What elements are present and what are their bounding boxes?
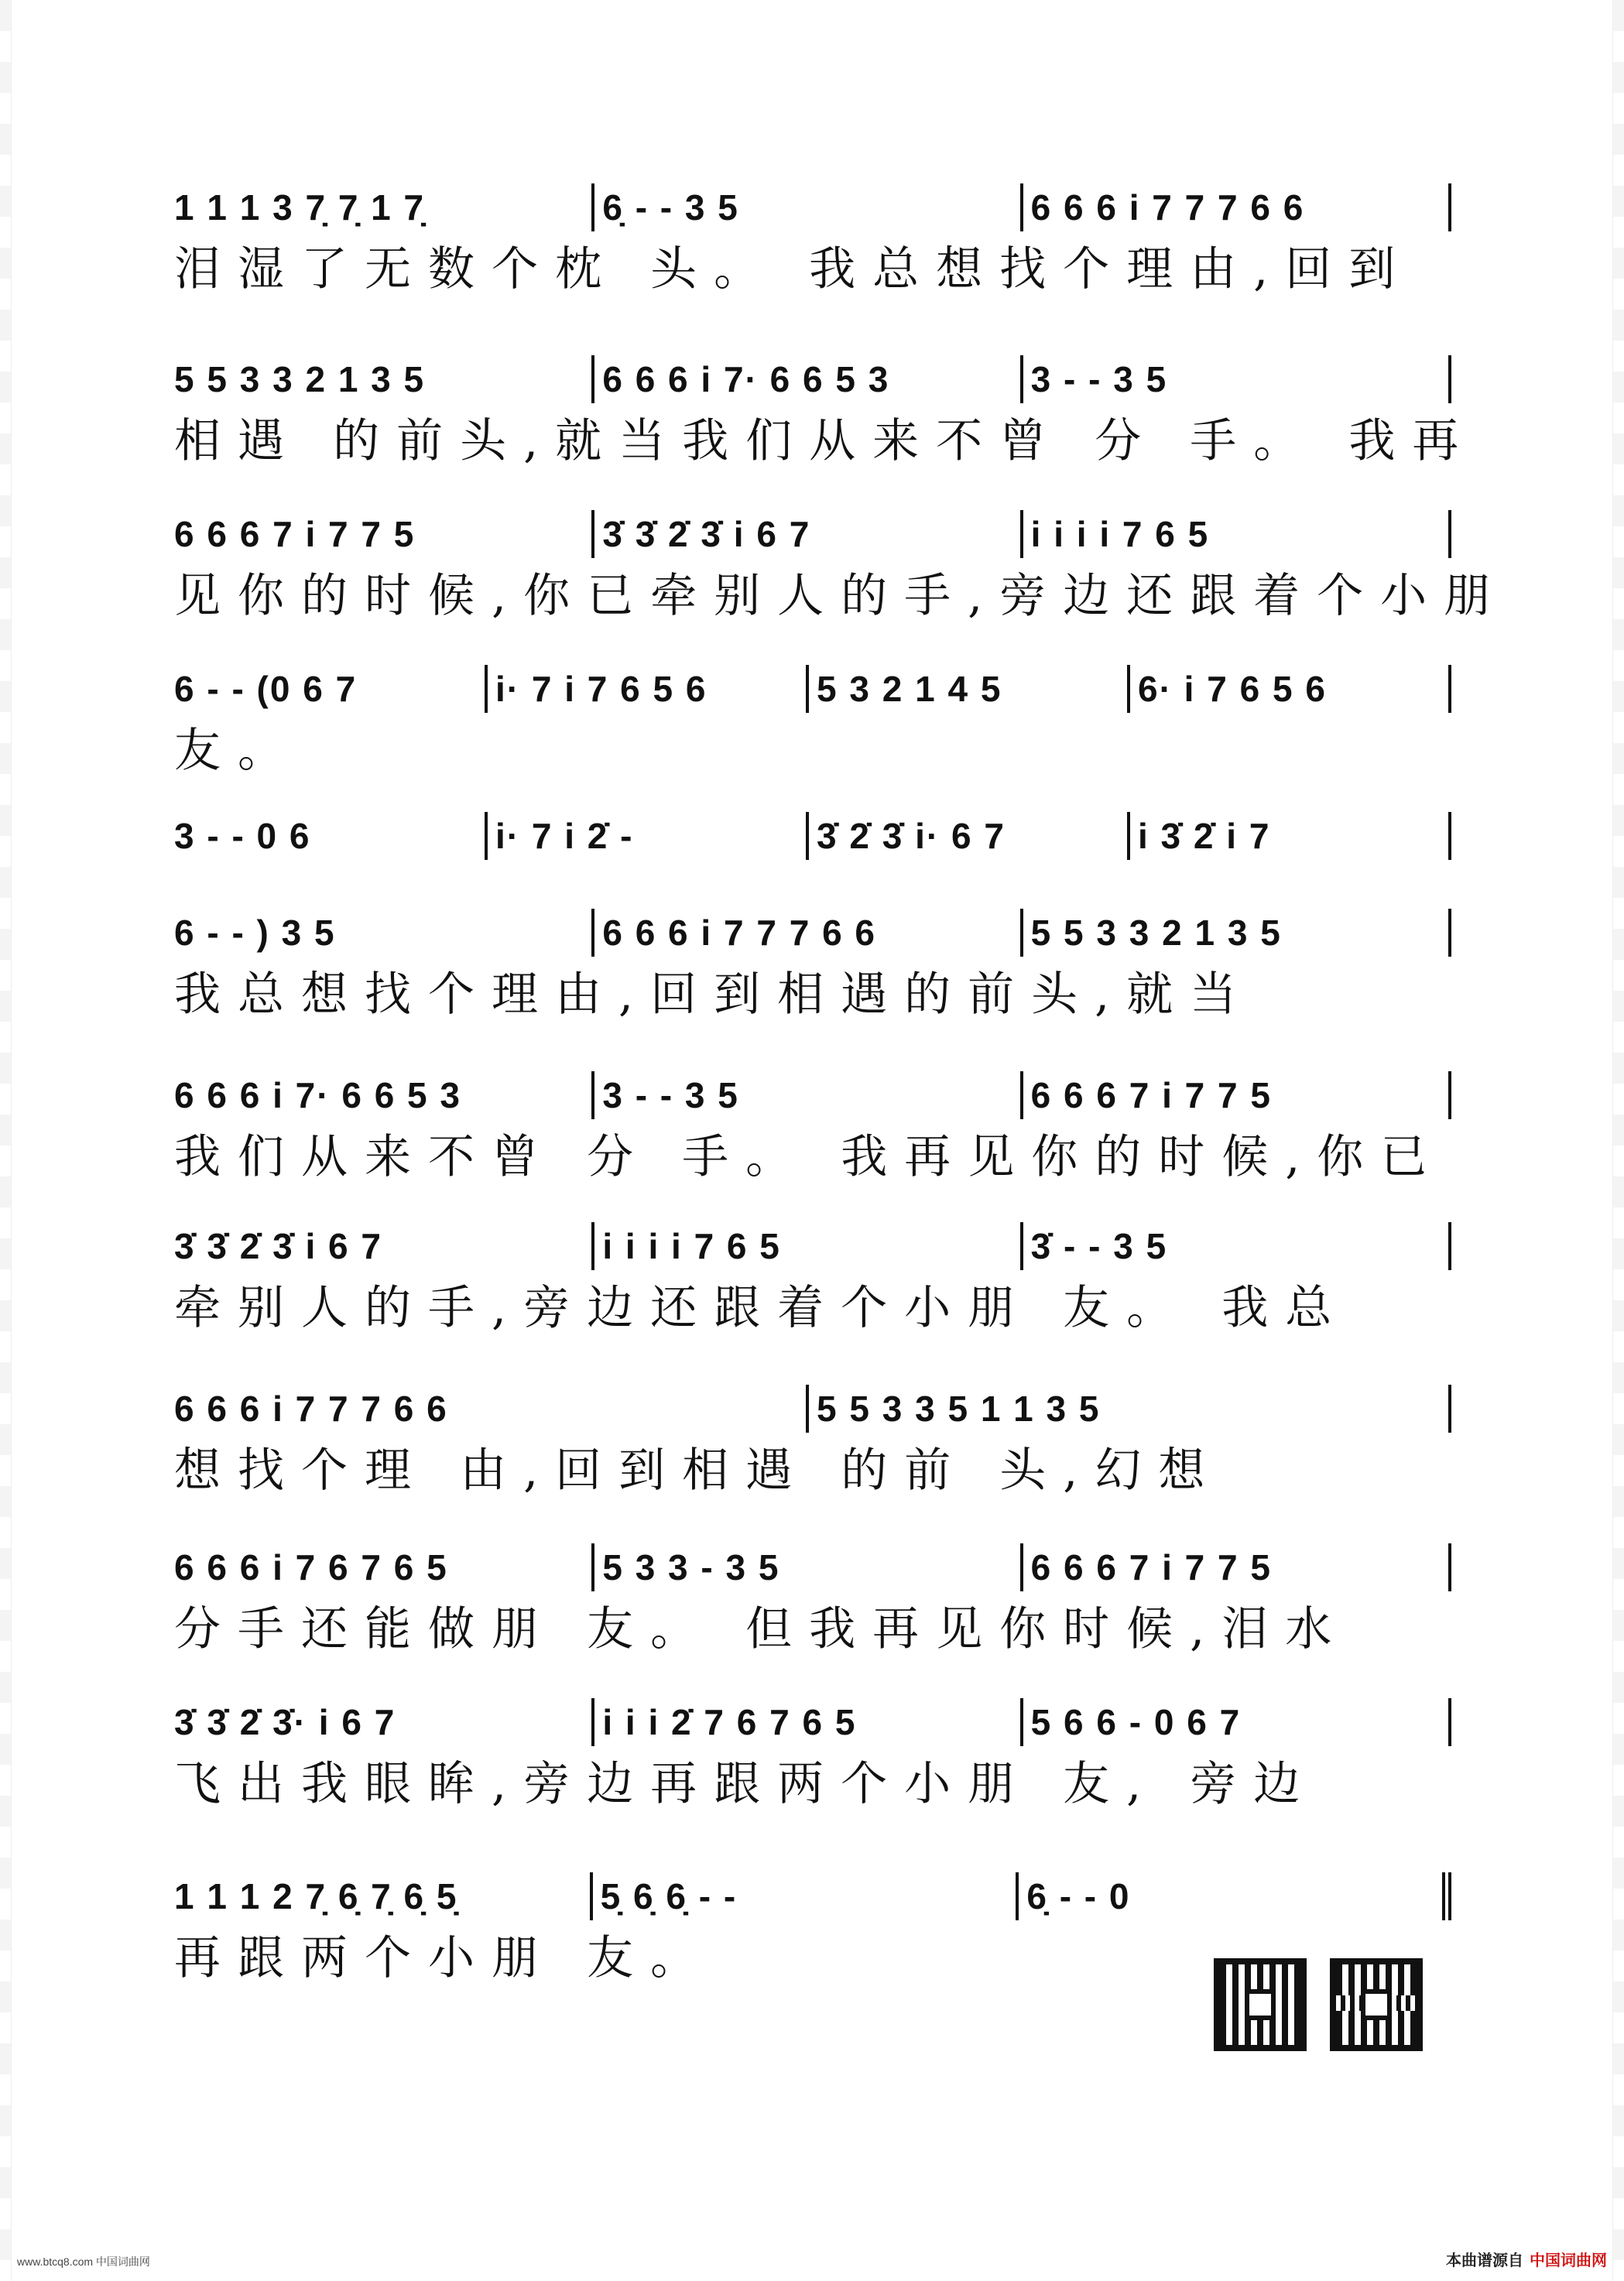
- measure: 5̣ 6̣ 6̣ - -: [593, 1872, 1019, 1920]
- measure: 5 5 3 3 5 1 1 3 5: [809, 1385, 1451, 1433]
- measure: 6 6 6 i 7 7 7 6 6: [174, 1385, 809, 1433]
- lyric-line: 见你的时候,你已牵别人的手,旁边还跟着个小朋: [174, 569, 1508, 623]
- measure: 5 3 3 - 3 5: [594, 1543, 1023, 1591]
- measure: 3̇ 2̇ 3̇ i· 6 7: [809, 812, 1130, 860]
- lyric-line: 友。: [174, 724, 301, 778]
- measure: 6 - - ) 3 5: [174, 909, 594, 957]
- measure: 6 6 6 i 7 7 7 6 6: [594, 909, 1023, 957]
- measure: 5 5 3 3 2 1 3 5: [174, 355, 594, 403]
- score-system: [174, 1072, 1451, 1190]
- score-system: [174, 1223, 1451, 1341]
- measure: 1 1 1 2 7̣ 6̣ 7̣ 6̣ 5̣: [174, 1872, 593, 1920]
- measure: i i i i 7 6 5: [594, 1222, 1023, 1270]
- measure: 3̇ - - 3 5: [1023, 1222, 1451, 1270]
- measure: 6̣ - - 0: [1019, 1872, 1451, 1920]
- measure: 1 1 1 3 7̣ 7̣ 1 7̣: [174, 183, 594, 231]
- measure: i· 7 i 2̇ -: [488, 812, 809, 860]
- score-system: [174, 511, 1508, 628]
- measure: 5 5 3 3 2 1 3 5: [1023, 909, 1451, 957]
- measure: 3 - - 0 6: [174, 812, 488, 860]
- score-system: [174, 184, 1451, 302]
- lyric-line: 想找个理 由,回到相遇 的前 头,幻想: [174, 1444, 1222, 1498]
- measure: 6 6 6 7 i 7 7 5: [174, 510, 594, 558]
- measure: 6 6 6 7 i 7 7 5: [1023, 1543, 1451, 1591]
- measure: 5 6 6 - 0 6 7: [1023, 1698, 1451, 1746]
- score-system: [174, 356, 1476, 474]
- measure: 6 6 6 i 7· 6 6 5 3: [174, 1071, 594, 1119]
- notation-line: [174, 1544, 1451, 1591]
- lyric-line: 牵别人的手,旁边还跟着个小朋 友。 我总: [174, 1281, 1349, 1335]
- footer-site: www.btcq8.com 中国词曲网: [17, 2255, 150, 2268]
- footer-source: [1446, 2248, 1607, 2270]
- score-system: [174, 666, 1451, 783]
- measure: 6 6 6 i 7 7 7 6 6: [1023, 183, 1451, 231]
- lyric-line: 飞出我眼眸,旁边再跟两个小朋 友, 旁边: [174, 1757, 1317, 1811]
- lyric-line: 相遇 的前头,就当我们从来不曾 分 手。 我再: [174, 414, 1476, 468]
- left-watermark-strip: [0, 0, 12, 2281]
- footer-source-label: 本曲谱源自: [1446, 2252, 1523, 2269]
- score-system: [174, 1699, 1451, 1817]
- measure: 5 3 2 1 4 5: [809, 665, 1130, 713]
- notation-line: [174, 1385, 1451, 1432]
- measure: 6 6 6 7 i 7 7 5: [1023, 1071, 1451, 1119]
- measure: 6̣ - - 3 5: [594, 183, 1023, 231]
- lyric-line: 再跟两个小朋 友。: [174, 1931, 714, 1985]
- lyric-line: 泪湿了无数个枕 头。 我总想找个理由,回到: [174, 242, 1413, 296]
- notation-line: [174, 356, 1451, 402]
- measure: 3 - - 3 5: [594, 1071, 1023, 1119]
- score-system: [174, 909, 1451, 1027]
- measure: 3̇ 3̇ 2̇ 3̇ i 6 7: [594, 510, 1023, 558]
- measure: 3̇ 3̇ 2̇ 3̇· i 6 7: [174, 1698, 594, 1746]
- score-system: [174, 1544, 1451, 1662]
- notation-line: [174, 1873, 1451, 1920]
- lyric-line: 分手还能做朋 友。 但我再见你时候,泪水: [174, 1602, 1349, 1656]
- measure: 6 6 6 i 7· 6 6 5 3: [594, 355, 1023, 403]
- measure: 6· i 7 6 5 6: [1130, 665, 1451, 713]
- lyric-line: 我们从来不曾 分 手。 我再见你的时候,你已: [174, 1130, 1444, 1184]
- notation-line: [174, 184, 1451, 231]
- measure: i· 7 i 7 6 5 6: [488, 665, 809, 713]
- notation-line: [174, 813, 1451, 859]
- notation-line: [174, 666, 1451, 712]
- notation-line: [174, 1699, 1451, 1745]
- measure: 3̇ 3̇ 2̇ 3̇ i 6 7: [174, 1222, 594, 1270]
- notation-line: [174, 511, 1451, 557]
- notation-line: [174, 909, 1451, 956]
- qr-code-right: [1330, 1958, 1423, 2051]
- measure: i 3̇ 2̇ i 7: [1130, 812, 1451, 860]
- lyric-line: 我总想找个理由,回到相遇的前头,就当: [174, 968, 1254, 1022]
- footer-brand: 中国词曲网: [1530, 2252, 1607, 2269]
- notation-line: [174, 1072, 1451, 1118]
- measure: 6 - - (0 6 7: [174, 665, 488, 713]
- qr-code-left: [1214, 1958, 1307, 2051]
- measure: i i i 2̇ 7 6 7 6 5: [594, 1698, 1023, 1746]
- notation-line: [174, 1223, 1451, 1269]
- right-watermark-strip: [1612, 0, 1624, 2281]
- measure: 6 6 6 i 7 6 7 6 5: [174, 1543, 594, 1591]
- measure: 3 - - 3 5: [1023, 355, 1451, 403]
- measure: i i i i 7 6 5: [1023, 510, 1451, 558]
- score-system: [174, 1385, 1451, 1503]
